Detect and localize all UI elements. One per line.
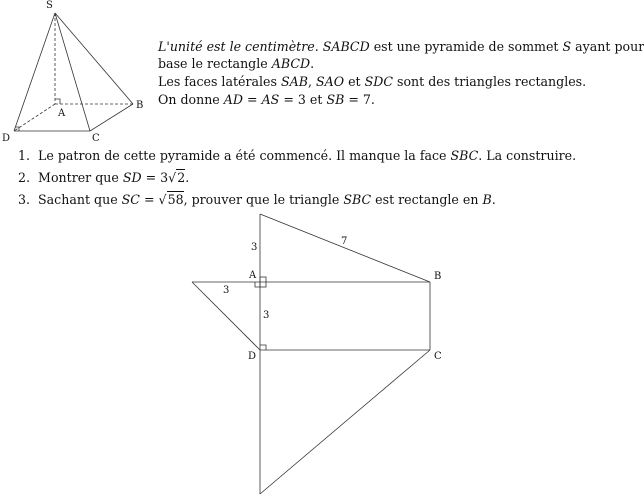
pyramid-label-C: C [92,133,100,144]
edge-SD [14,13,55,131]
net-measure-AD: 3 [263,310,270,321]
edge-CB [90,104,133,131]
net-label-B: B [434,271,442,282]
net-figure [192,214,430,494]
net-right-angle-D [260,345,266,350]
pyramid-figure [14,13,133,131]
intro-unit: L'unité est le centimètre. [158,39,319,54]
sqrt-sign: √ [158,192,167,207]
pyramid-label-S: S [46,0,53,11]
net-measure-AS-left: 3 [223,285,230,296]
net-measure-AS-top: 3 [251,242,258,253]
intro-line-1: L'unité est le centimètre. SABCD est une pyramide de sommet S ayant pour [158,39,644,54]
pyramid-label-A: A [58,108,66,119]
intro-line-3: Les faces latérales SAB, SAO et SDC sont des triangles rectangles. [158,74,587,89]
edge-SB [55,13,133,104]
net-edge-SC-bottom [260,350,430,494]
net-right-angle-A-left [255,282,260,287]
intro-line-2: base le rectangle ABCD. [158,56,315,71]
net-edge-SB [260,214,430,282]
intro-line-4: On donne AD = AS = 3 et SB = 7. [158,92,375,107]
edge-AD-hidden [14,104,55,131]
sqrt-sign: √ [168,170,177,185]
pyramid-label-B: B [136,100,144,111]
net-label-C: C [434,351,442,362]
question-3: 3. Sachant que SC = √58, prouver que le triangle SBC est rectangle en B. [18,192,496,207]
question-1: 1. Le patron de cette pyramide a été commencé. Il manque la face SBC. La construire. [18,148,577,163]
net-label-A: A [249,270,257,281]
net-label-D: D [248,351,257,362]
pyramid-label-D: D [2,133,11,144]
net-measure-SB: 7 [341,236,348,247]
question-2: 2. Montrer que SD = 3√2. [18,170,190,185]
right-angle-A [55,99,60,104]
